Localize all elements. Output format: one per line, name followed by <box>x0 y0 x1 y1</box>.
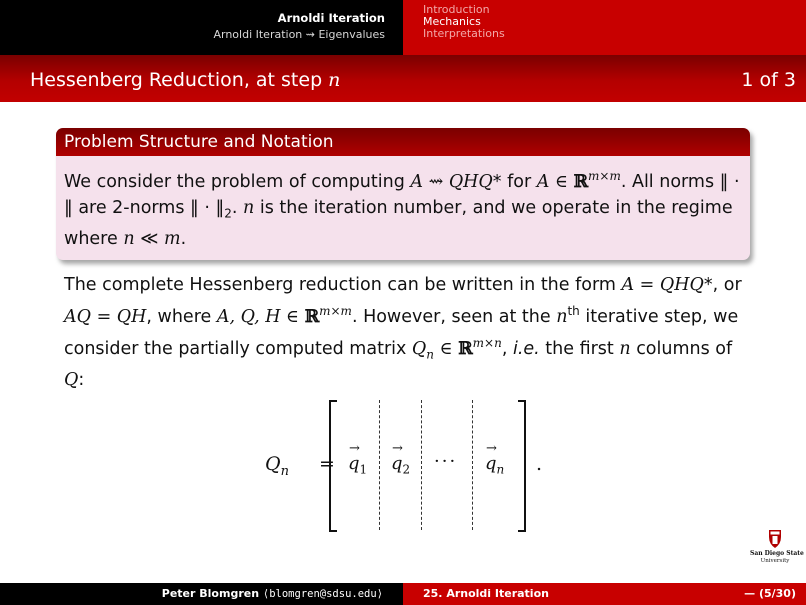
header-left-panel <box>0 0 403 55</box>
matrix-period: . <box>536 453 543 475</box>
logo-line-2: University <box>760 558 790 564</box>
footer-page-number[interactable]: — (5/30) <box>744 587 796 600</box>
nav-item-mechanics[interactable]: Mechanics <box>423 15 481 28</box>
equals-sign: = <box>319 453 335 475</box>
footer-left-panel <box>0 583 403 605</box>
footer-right-panel <box>403 583 806 605</box>
vector-qn: → $q_n$ <box>485 441 505 477</box>
presentation-subtitle[interactable]: Arnoldi Iteration ⇝ Eigenvalues <box>213 28 385 41</box>
matrix-lhs: $Q_n$ <box>265 453 289 479</box>
vector-q2: → $q_2$ <box>391 441 411 477</box>
nav-item-interpretations[interactable]: Interpretations <box>423 27 505 40</box>
presentation-title[interactable]: Arnoldi Iteration <box>277 11 385 25</box>
header-bar <box>0 0 806 55</box>
frame-title: Hessenberg Reduction, at step n <box>30 69 341 91</box>
sdsu-logo <box>750 528 804 568</box>
matrix-ellipsis: ··· <box>434 451 458 472</box>
frame-page-counter: 1 of 3 <box>741 69 796 91</box>
header-right-panel <box>403 0 806 55</box>
frame-title-bar <box>0 55 806 102</box>
column-separator <box>472 400 473 530</box>
right-bracket <box>518 400 526 532</box>
footer-lecture-title[interactable]: 25. Arnoldi Iteration <box>423 587 549 600</box>
logo-line-1: San Diego State <box>750 550 804 557</box>
column-separator <box>379 400 380 530</box>
definition-block <box>56 128 750 260</box>
matrix-equation <box>265 398 555 534</box>
nav-item-introduction[interactable]: Introduction <box>423 3 490 16</box>
section-nav <box>423 4 505 40</box>
body-paragraph: The complete Hessenberg reduction can be written in the form A = QHQ*, or AQ = QH, where A, Q, H ∈ ℝ$^{m\times m}$. However, seen at the $n^{th}$ iterative step, we consider the partially computed matrix $Q_n$ ∈ ℝ$^{m\times n}$, i.e. the first n columns of Q: <box>64 275 742 391</box>
block-title: Problem Structure and Notation <box>56 128 750 156</box>
footer-bar <box>0 583 806 605</box>
vector-q1: → $q_1$ <box>348 441 368 477</box>
footer-author[interactable]: Peter Blomgren ⟨blomgren@sdsu.edu⟩ <box>161 587 383 600</box>
column-separator <box>421 400 422 530</box>
sdsu-crest-icon <box>750 528 800 550</box>
left-bracket <box>329 400 337 532</box>
block-body: We consider the problem of computing A ⇝ QHQ* for A ∈ ℝ$^{m\times m}$. All norms ‖ · ‖ are 2-norms ‖ · $‖_2$. n is the iteration number, and we operate in the regime where n ≪ m. <box>64 169 740 250</box>
